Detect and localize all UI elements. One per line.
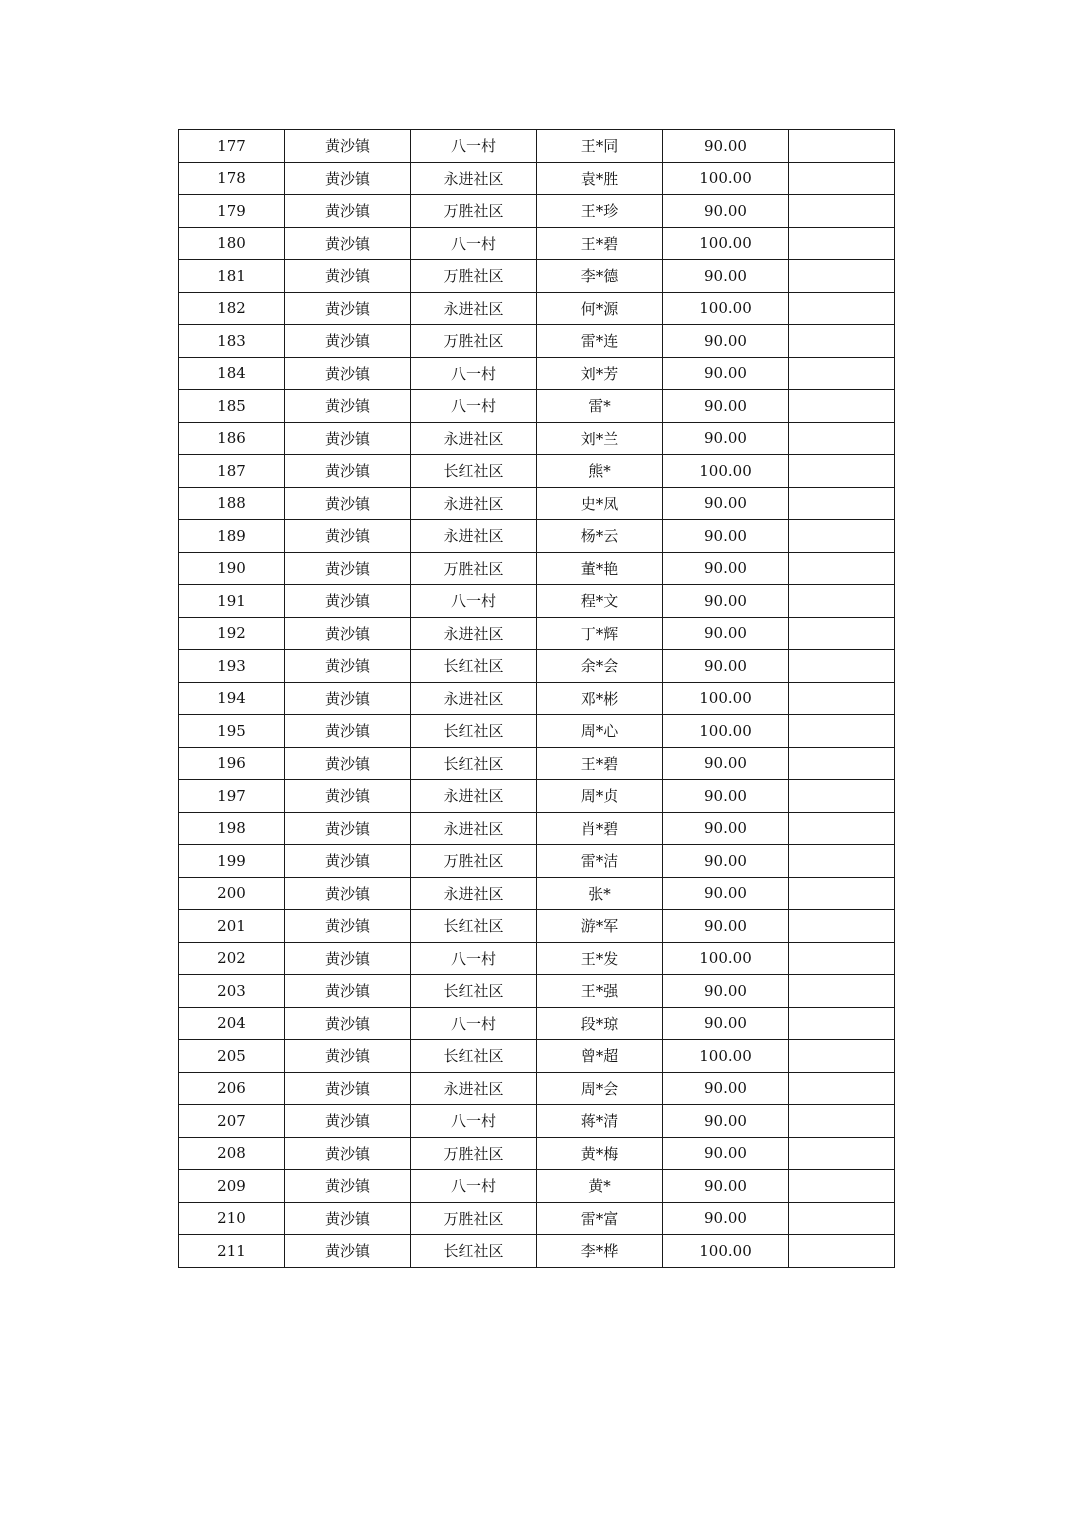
cell-amount: 90.00 bbox=[663, 1007, 789, 1040]
cell-town: 黄沙镇 bbox=[285, 1170, 411, 1203]
cell-town: 黄沙镇 bbox=[285, 617, 411, 650]
cell-town: 黄沙镇 bbox=[285, 455, 411, 488]
table-row bbox=[179, 877, 895, 910]
cell-name: 雷* bbox=[537, 390, 663, 423]
cell-serial-number: 181 bbox=[179, 260, 285, 293]
cell-amount: 90.00 bbox=[663, 1072, 789, 1105]
cell-name: 肖*碧 bbox=[537, 812, 663, 845]
cell-town: 黄沙镇 bbox=[285, 1072, 411, 1105]
cell-name: 刘*芳 bbox=[537, 357, 663, 390]
cell-amount: 90.00 bbox=[663, 1170, 789, 1203]
cell-name: 周*心 bbox=[537, 715, 663, 748]
cell-town: 黄沙镇 bbox=[285, 195, 411, 228]
cell-town: 黄沙镇 bbox=[285, 1040, 411, 1073]
table-row bbox=[179, 292, 895, 325]
cell-village: 长红社区 bbox=[411, 715, 537, 748]
table-row bbox=[179, 1202, 895, 1235]
cell-serial-number: 182 bbox=[179, 292, 285, 325]
cell-note bbox=[789, 227, 895, 260]
cell-village: 永进社区 bbox=[411, 617, 537, 650]
cell-name: 袁*胜 bbox=[537, 162, 663, 195]
table-row bbox=[179, 130, 895, 163]
cell-serial-number: 210 bbox=[179, 1202, 285, 1235]
cell-name: 蒋*清 bbox=[537, 1105, 663, 1138]
cell-serial-number: 196 bbox=[179, 747, 285, 780]
cell-amount: 90.00 bbox=[663, 910, 789, 943]
cell-amount: 100.00 bbox=[663, 162, 789, 195]
cell-town: 黄沙镇 bbox=[285, 845, 411, 878]
cell-name: 雷*富 bbox=[537, 1202, 663, 1235]
cell-village: 八一村 bbox=[411, 130, 537, 163]
cell-town: 黄沙镇 bbox=[285, 1137, 411, 1170]
cell-name: 张* bbox=[537, 877, 663, 910]
cell-name: 王*碧 bbox=[537, 747, 663, 780]
cell-town: 黄沙镇 bbox=[285, 422, 411, 455]
cell-amount: 90.00 bbox=[663, 780, 789, 813]
cell-amount: 100.00 bbox=[663, 1040, 789, 1073]
cell-serial-number: 197 bbox=[179, 780, 285, 813]
cell-amount: 100.00 bbox=[663, 455, 789, 488]
cell-town: 黄沙镇 bbox=[285, 812, 411, 845]
cell-village: 万胜社区 bbox=[411, 1137, 537, 1170]
table-row bbox=[179, 455, 895, 488]
cell-note bbox=[789, 585, 895, 618]
cell-note bbox=[789, 845, 895, 878]
cell-name: 熊* bbox=[537, 455, 663, 488]
cell-note bbox=[789, 1072, 895, 1105]
cell-town: 黄沙镇 bbox=[285, 650, 411, 683]
cell-note bbox=[789, 617, 895, 650]
cell-name: 丁*辉 bbox=[537, 617, 663, 650]
cell-name: 邓*彬 bbox=[537, 682, 663, 715]
table-row bbox=[179, 520, 895, 553]
cell-town: 黄沙镇 bbox=[285, 520, 411, 553]
cell-amount: 90.00 bbox=[663, 747, 789, 780]
table-row bbox=[179, 1137, 895, 1170]
cell-serial-number: 191 bbox=[179, 585, 285, 618]
cell-serial-number: 192 bbox=[179, 617, 285, 650]
cell-serial-number: 208 bbox=[179, 1137, 285, 1170]
cell-village: 永进社区 bbox=[411, 1072, 537, 1105]
cell-name: 史*凤 bbox=[537, 487, 663, 520]
cell-village: 八一村 bbox=[411, 585, 537, 618]
cell-amount: 90.00 bbox=[663, 195, 789, 228]
cell-note bbox=[789, 1170, 895, 1203]
cell-name: 李*德 bbox=[537, 260, 663, 293]
cell-serial-number: 202 bbox=[179, 942, 285, 975]
cell-serial-number: 186 bbox=[179, 422, 285, 455]
cell-name: 王*同 bbox=[537, 130, 663, 163]
cell-amount: 90.00 bbox=[663, 650, 789, 683]
cell-town: 黄沙镇 bbox=[285, 227, 411, 260]
cell-note bbox=[789, 260, 895, 293]
cell-village: 永进社区 bbox=[411, 520, 537, 553]
cell-town: 黄沙镇 bbox=[285, 682, 411, 715]
cell-serial-number: 203 bbox=[179, 975, 285, 1008]
cell-note bbox=[789, 780, 895, 813]
cell-note bbox=[789, 1137, 895, 1170]
cell-note bbox=[789, 1105, 895, 1138]
cell-serial-number: 185 bbox=[179, 390, 285, 423]
cell-note bbox=[789, 162, 895, 195]
cell-town: 黄沙镇 bbox=[285, 942, 411, 975]
cell-name: 游*军 bbox=[537, 910, 663, 943]
cell-village: 长红社区 bbox=[411, 650, 537, 683]
table-row bbox=[179, 942, 895, 975]
table-row bbox=[179, 1007, 895, 1040]
cell-note bbox=[789, 975, 895, 1008]
cell-town: 黄沙镇 bbox=[285, 487, 411, 520]
cell-name: 周*贞 bbox=[537, 780, 663, 813]
cell-amount: 90.00 bbox=[663, 130, 789, 163]
cell-village: 长红社区 bbox=[411, 747, 537, 780]
cell-serial-number: 194 bbox=[179, 682, 285, 715]
cell-amount: 90.00 bbox=[663, 1137, 789, 1170]
cell-serial-number: 211 bbox=[179, 1235, 285, 1268]
cell-amount: 100.00 bbox=[663, 227, 789, 260]
cell-amount: 90.00 bbox=[663, 552, 789, 585]
cell-amount: 90.00 bbox=[663, 975, 789, 1008]
cell-amount: 90.00 bbox=[663, 585, 789, 618]
cell-name: 王*发 bbox=[537, 942, 663, 975]
cell-name: 王*珍 bbox=[537, 195, 663, 228]
cell-village: 永进社区 bbox=[411, 780, 537, 813]
cell-town: 黄沙镇 bbox=[285, 260, 411, 293]
cell-amount: 90.00 bbox=[663, 1105, 789, 1138]
cell-note bbox=[789, 747, 895, 780]
cell-village: 万胜社区 bbox=[411, 1202, 537, 1235]
cell-note bbox=[789, 455, 895, 488]
cell-serial-number: 183 bbox=[179, 325, 285, 358]
cell-name: 程*文 bbox=[537, 585, 663, 618]
cell-note bbox=[789, 682, 895, 715]
table-row bbox=[179, 195, 895, 228]
cell-note bbox=[789, 422, 895, 455]
cell-note bbox=[789, 1235, 895, 1268]
cell-serial-number: 177 bbox=[179, 130, 285, 163]
cell-note bbox=[789, 325, 895, 358]
cell-town: 黄沙镇 bbox=[285, 325, 411, 358]
cell-amount: 90.00 bbox=[663, 487, 789, 520]
table-row bbox=[179, 1072, 895, 1105]
cell-serial-number: 201 bbox=[179, 910, 285, 943]
cell-village: 万胜社区 bbox=[411, 325, 537, 358]
cell-note bbox=[789, 1202, 895, 1235]
table-row bbox=[179, 1040, 895, 1073]
cell-amount: 90.00 bbox=[663, 1202, 789, 1235]
cell-name: 黄*梅 bbox=[537, 1137, 663, 1170]
cell-town: 黄沙镇 bbox=[285, 747, 411, 780]
cell-note bbox=[789, 520, 895, 553]
cell-name: 段*琼 bbox=[537, 1007, 663, 1040]
table-row bbox=[179, 845, 895, 878]
cell-note bbox=[789, 1007, 895, 1040]
cell-note bbox=[789, 910, 895, 943]
cell-amount: 90.00 bbox=[663, 520, 789, 553]
cell-note bbox=[789, 130, 895, 163]
cell-amount: 90.00 bbox=[663, 422, 789, 455]
cell-name: 黄* bbox=[537, 1170, 663, 1203]
cell-serial-number: 209 bbox=[179, 1170, 285, 1203]
cell-note bbox=[789, 877, 895, 910]
cell-village: 长红社区 bbox=[411, 910, 537, 943]
table-row bbox=[179, 682, 895, 715]
cell-note bbox=[789, 357, 895, 390]
cell-note bbox=[789, 812, 895, 845]
cell-town: 黄沙镇 bbox=[285, 292, 411, 325]
cell-village: 八一村 bbox=[411, 1170, 537, 1203]
cell-amount: 100.00 bbox=[663, 942, 789, 975]
cell-village: 八一村 bbox=[411, 390, 537, 423]
cell-village: 永进社区 bbox=[411, 487, 537, 520]
cell-village: 永进社区 bbox=[411, 812, 537, 845]
cell-name: 李*桦 bbox=[537, 1235, 663, 1268]
cell-serial-number: 207 bbox=[179, 1105, 285, 1138]
cell-serial-number: 204 bbox=[179, 1007, 285, 1040]
cell-amount: 90.00 bbox=[663, 845, 789, 878]
table-row bbox=[179, 487, 895, 520]
cell-serial-number: 205 bbox=[179, 1040, 285, 1073]
cell-town: 黄沙镇 bbox=[285, 975, 411, 1008]
cell-amount: 100.00 bbox=[663, 715, 789, 748]
cell-town: 黄沙镇 bbox=[285, 1202, 411, 1235]
cell-amount: 90.00 bbox=[663, 390, 789, 423]
cell-amount: 90.00 bbox=[663, 812, 789, 845]
cell-note bbox=[789, 552, 895, 585]
table-row bbox=[179, 390, 895, 423]
table-row bbox=[179, 325, 895, 358]
cell-serial-number: 199 bbox=[179, 845, 285, 878]
cell-name: 王*碧 bbox=[537, 227, 663, 260]
cell-village: 永进社区 bbox=[411, 877, 537, 910]
cell-town: 黄沙镇 bbox=[285, 1235, 411, 1268]
cell-town: 黄沙镇 bbox=[285, 130, 411, 163]
cell-name: 王*强 bbox=[537, 975, 663, 1008]
cell-name: 雷*洁 bbox=[537, 845, 663, 878]
table-row bbox=[179, 357, 895, 390]
table-body bbox=[179, 130, 895, 1268]
table-row bbox=[179, 715, 895, 748]
cell-note bbox=[789, 650, 895, 683]
cell-serial-number: 198 bbox=[179, 812, 285, 845]
cell-town: 黄沙镇 bbox=[285, 1105, 411, 1138]
cell-serial-number: 195 bbox=[179, 715, 285, 748]
cell-village: 万胜社区 bbox=[411, 195, 537, 228]
table-row bbox=[179, 227, 895, 260]
cell-village: 永进社区 bbox=[411, 682, 537, 715]
cell-name: 周*会 bbox=[537, 1072, 663, 1105]
cell-town: 黄沙镇 bbox=[285, 585, 411, 618]
cell-village: 八一村 bbox=[411, 1007, 537, 1040]
cell-name: 余*会 bbox=[537, 650, 663, 683]
cell-amount: 90.00 bbox=[663, 325, 789, 358]
table-row bbox=[179, 1105, 895, 1138]
table-row bbox=[179, 650, 895, 683]
cell-village: 万胜社区 bbox=[411, 552, 537, 585]
cell-village: 长红社区 bbox=[411, 1235, 537, 1268]
cell-note bbox=[789, 487, 895, 520]
cell-serial-number: 179 bbox=[179, 195, 285, 228]
cell-town: 黄沙镇 bbox=[285, 877, 411, 910]
table-row bbox=[179, 585, 895, 618]
cell-note bbox=[789, 195, 895, 228]
cell-village: 长红社区 bbox=[411, 975, 537, 1008]
table-row bbox=[179, 1235, 895, 1268]
cell-serial-number: 200 bbox=[179, 877, 285, 910]
cell-name: 雷*连 bbox=[537, 325, 663, 358]
table-row bbox=[179, 975, 895, 1008]
table-row bbox=[179, 617, 895, 650]
cell-village: 八一村 bbox=[411, 227, 537, 260]
table-row bbox=[179, 422, 895, 455]
data-table bbox=[178, 129, 895, 1268]
cell-serial-number: 180 bbox=[179, 227, 285, 260]
cell-name: 刘*兰 bbox=[537, 422, 663, 455]
table-row bbox=[179, 260, 895, 293]
table-row bbox=[179, 552, 895, 585]
cell-serial-number: 206 bbox=[179, 1072, 285, 1105]
cell-note bbox=[789, 1040, 895, 1073]
cell-amount: 100.00 bbox=[663, 292, 789, 325]
cell-village: 八一村 bbox=[411, 357, 537, 390]
cell-serial-number: 193 bbox=[179, 650, 285, 683]
cell-village: 永进社区 bbox=[411, 162, 537, 195]
table-row bbox=[179, 162, 895, 195]
table-row bbox=[179, 910, 895, 943]
cell-note bbox=[789, 942, 895, 975]
cell-village: 八一村 bbox=[411, 942, 537, 975]
cell-name: 杨*云 bbox=[537, 520, 663, 553]
cell-village: 长红社区 bbox=[411, 1040, 537, 1073]
cell-town: 黄沙镇 bbox=[285, 552, 411, 585]
table-row bbox=[179, 747, 895, 780]
cell-name: 曾*超 bbox=[537, 1040, 663, 1073]
cell-town: 黄沙镇 bbox=[285, 390, 411, 423]
cell-serial-number: 188 bbox=[179, 487, 285, 520]
cell-serial-number: 190 bbox=[179, 552, 285, 585]
cell-village: 万胜社区 bbox=[411, 845, 537, 878]
cell-name: 董*艳 bbox=[537, 552, 663, 585]
table-row bbox=[179, 1170, 895, 1203]
cell-amount: 90.00 bbox=[663, 260, 789, 293]
cell-village: 八一村 bbox=[411, 1105, 537, 1138]
cell-note bbox=[789, 715, 895, 748]
cell-amount: 90.00 bbox=[663, 877, 789, 910]
table-row bbox=[179, 780, 895, 813]
cell-town: 黄沙镇 bbox=[285, 780, 411, 813]
cell-town: 黄沙镇 bbox=[285, 357, 411, 390]
cell-note bbox=[789, 390, 895, 423]
cell-town: 黄沙镇 bbox=[285, 715, 411, 748]
cell-village: 永进社区 bbox=[411, 292, 537, 325]
cell-amount: 100.00 bbox=[663, 1235, 789, 1268]
cell-amount: 90.00 bbox=[663, 357, 789, 390]
cell-serial-number: 178 bbox=[179, 162, 285, 195]
cell-town: 黄沙镇 bbox=[285, 162, 411, 195]
cell-town: 黄沙镇 bbox=[285, 1007, 411, 1040]
cell-village: 万胜社区 bbox=[411, 260, 537, 293]
cell-serial-number: 184 bbox=[179, 357, 285, 390]
cell-town: 黄沙镇 bbox=[285, 910, 411, 943]
table-row bbox=[179, 812, 895, 845]
cell-serial-number: 187 bbox=[179, 455, 285, 488]
cell-amount: 90.00 bbox=[663, 617, 789, 650]
cell-name: 何*源 bbox=[537, 292, 663, 325]
cell-amount: 100.00 bbox=[663, 682, 789, 715]
cell-village: 永进社区 bbox=[411, 422, 537, 455]
cell-serial-number: 189 bbox=[179, 520, 285, 553]
cell-note bbox=[789, 292, 895, 325]
cell-village: 长红社区 bbox=[411, 455, 537, 488]
